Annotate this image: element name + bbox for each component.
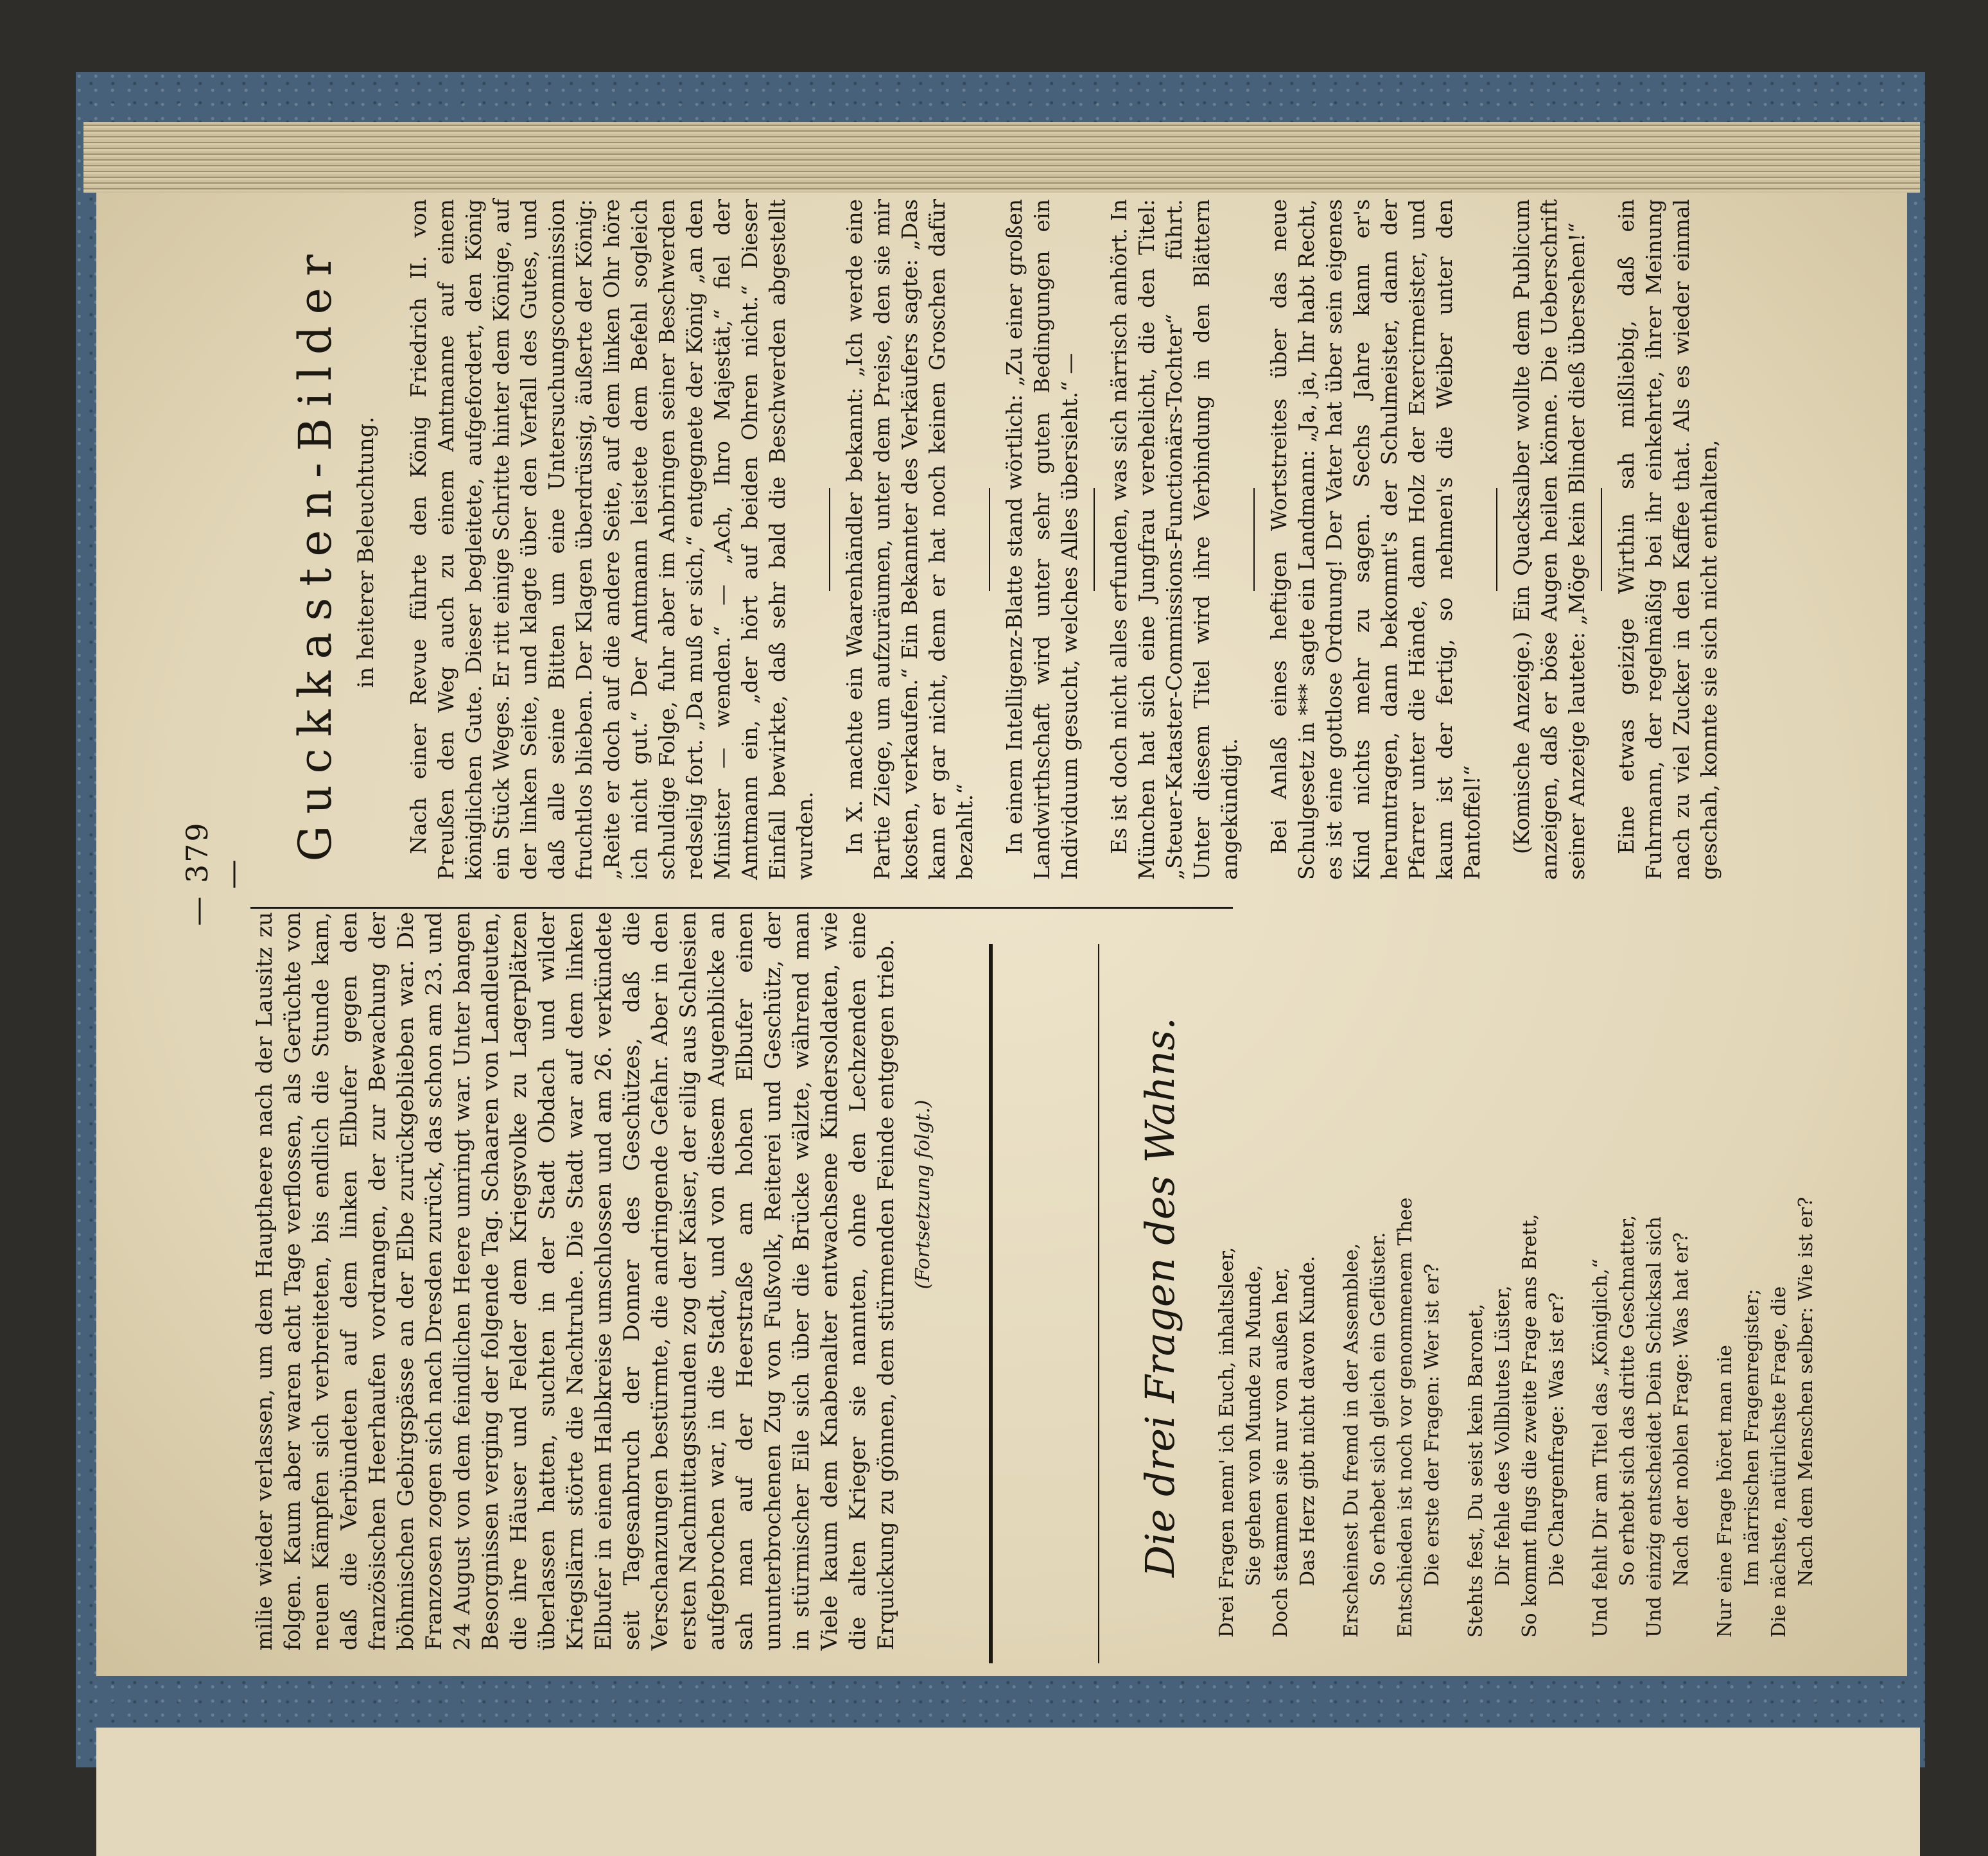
anecdote-separator: [1601, 488, 1602, 591]
poem-stanza: [1463, 931, 1571, 1638]
poem-line: Die Chargenfrage: Was ist er?: [1546, 1292, 1568, 1586]
poem-line: Stehts fest, Du seist kein Baronet,: [1465, 1303, 1487, 1638]
section-title: Guckkasten-Bilder: [289, 243, 342, 862]
poem-line: Nach der noblen Frage: Was hat er?: [1670, 1232, 1693, 1586]
anecdote-separator: [829, 488, 830, 591]
poem-body: [1214, 931, 1836, 1638]
anecdote-separator: [1094, 488, 1095, 591]
poem-line: Drei Fragen nenn' ich Euch, inhaltsleer,: [1216, 1247, 1238, 1638]
poem-line: Die erste der Fragen: Wer ist er?: [1421, 1263, 1443, 1586]
section-rule-thick: [989, 944, 993, 1663]
poem-line: So kommt flugs die zweite Frage ans Brett,: [1519, 1213, 1541, 1638]
poem-line: Und fehlt Dir am Titel das „Königlich,“: [1589, 1258, 1612, 1638]
anecdote-paragraph: Bei Anlaß eines heftigen Wortstreites über das neue Schulgesetz in *** sagte ein Landmann: „Ja, ja, Ihr habt Recht, es ist eine gottlose Ordnung! Der Vater hat über sein eigenes Kind nichts mehr zu sagen. Sechs Jahre kann er's herumtragen, dann bekommt's der Schulmeister, dann der Pfarrer unter die Hände, dann Holz der Exercirmeister, und kaum ist der fertig, so nehmen's die Weiber unter den Pantoffel!“: [1266, 199, 1485, 880]
anecdote-separator: [989, 488, 990, 591]
poem-stanza: [1587, 931, 1695, 1638]
page-edges: [83, 122, 1920, 193]
anecdote-paragraph: (Komische Anzeige.) Ein Quacksalber wollte dem Publicum anzeigen, daß er böse Augen heilen könne. Die Ueberschrift seiner Anzeige lautete: „Möge kein Blinder dieß übersehen!“: [1509, 199, 1589, 880]
poem-line: Nach dem Menschen selber: Wie ist er?: [1795, 1196, 1817, 1586]
poem-title: Die drei Fragen des Wahns.: [1137, 1017, 1183, 1577]
poem-line: Die nächste, natürlichste Frage, die: [1768, 1286, 1790, 1638]
poem-line: Dir fehle des Vollblutes Lüster,: [1492, 1285, 1514, 1586]
page-number: — 379 —: [180, 821, 249, 926]
poem-stanza: [1712, 931, 1820, 1638]
poem-line: So erhebt sich das dritte Geschnatter,: [1616, 1214, 1639, 1586]
poem-line: Doch stammen sie nur von außen her,: [1269, 1267, 1292, 1638]
anecdote-separator: [1496, 488, 1497, 591]
continued-note: (Fortsetzung folgt.): [912, 1099, 934, 1290]
poem-stanza: [1338, 931, 1446, 1638]
anecdote-separator: [1253, 488, 1255, 591]
poem-line: Im närrischen Fragenregister;: [1741, 1288, 1763, 1586]
anecdote-paragraph: In X. machte ein Waarenhändler bekannt: „Ich werde eine Partie Ziege, um aufzuräumen, unter dem Preise, den sie mir kosten, verkaufen.“ Ein Bekannter des Verkäufers sagte: „Das kann er gar nicht, denn er hat noch keinen Groschen dafür bezahlt.“: [842, 199, 977, 880]
poem-line: Erscheinest Du fremd in der Assemblee,: [1340, 1243, 1363, 1638]
right-column-text: [405, 199, 1727, 880]
poem-line: So erhebet sich gleich ein Geflüster.: [1367, 1232, 1390, 1586]
section-subtitle: in heiterer Beleuchtung.: [353, 416, 379, 688]
poem-line: Und einzig entscheidet Dein Schicksal sich: [1643, 1216, 1666, 1638]
column-separator: [250, 907, 1233, 909]
left-column-text: milie wieder verlassen, um dem Hauptheere nach der Lausitz zu folgen. Kaum aber waren acht Tage verflossen, als Gerüchte von neuen Kämpfen sich verbreiteten, bis endlich die Stunde kam, daß die Verbündeten auf dem linken Elbufer gegen den französischen Heerhaufen vordrangen, der zur Bewachung der böhmischen Gebirgspässe an der Elbe zurückgeblieben war. Die Franzosen zogen sich nach Dresden zurück, das schon am 23. und 24 August von dem feindlichen Heere umringt war. Unter bangen Besorgnissen verging der folgende Tag. Schaaren von Landleuten, die ihre Häuser und Felder dem Kriegsvolke zu Lagerplätzen überlassen hatten, suchten in der Stadt Obdach und wilder Kriegslärm störte die Nachtruhe. Die Stadt war auf dem linken Elbufer in einem Halbkreise umschlossen und am 26. verkündete seit Tagesanbruch der Donner des Geschützes, daß die Verschanzungen bestürmte, die andringende Gefahr. Aber in den ersten Nachmittagsstunden zog der Kaiser, der eilig aus Schlesien aufgebrochen war, in die Stadt, und von diesem Augenblicke an sah man auf der Heerstraße am hohen Elbufer einen ununterbrochenen Zug von Fußvolk, Reiterei und Geschütz, der in stürmischer Eile sich über die Brücke wälzte, während man Viele kaum dem Knabenalter entwachsene Kindersoldaten, wie die alten Krieger sie nannten, ohne den Lechzenden eine Erquickung zu gönnen, dem stürmenden Feinde entgegen trieb.: [252, 912, 899, 1650]
poem-line: Nur eine Frage höret man nie: [1714, 1345, 1736, 1638]
poem-line: Entschieden ist noch vor genommenem Thee: [1394, 1197, 1417, 1638]
poem-stanza: [1214, 931, 1321, 1638]
rotated-page-text: [96, 193, 1907, 1676]
underlying-page: [96, 1728, 1920, 1856]
anecdote-paragraph: In einem Intelligenz-Blatte stand wörtlich: „Zu einer großen Landwirthschaft wird unter sehr guten Bedingungen ein Individuum gesucht, welches Alles übersieht.“ —: [1002, 199, 1082, 880]
poem-line: Das Herz gibt nicht davon Kunde.: [1296, 1256, 1319, 1586]
anecdote-paragraph: Eine etwas geizige Wirthin sah mißliebig, daß ein Fuhrmann, der regelmäßig bei ihr einkehrte, ihrer Meinung nach zu viel Zucker in den Kaffee that. Als es wieder einmal geschah, konnte sie sich nicht enthalten,: [1614, 199, 1722, 880]
anecdote-paragraph: Es ist doch nicht alles erfunden, was sich närrisch anhört. In München hat sich eine Jungfrau verehelicht, die den Titel: „Steuer-Kataster-Commissions-Functionärs-Tochter“ führt. Unter diesem Titel wird ihre Verbindung in den Blättern angekündigt.: [1106, 199, 1242, 880]
section-rule-thin: [1098, 944, 1099, 1663]
anecdote-paragraph: Nach einer Revue führte den König Friedrich II. von Preußen den Weg auch zu einem Amtmanne auf einem königlichen Gute. Dieser begleitete, aufgefordert, den König ein Stück Weges. Er ritt einige Schritte hinter dem Könige, auf der linken Seite, und klagte über den Verfall des Gutes, und daß alle seine Bitten um eine Untersuchungscommission fruchtlos blieben. Der Klagen überdrüssig, äußerte der König: „Reite er doch auf die andere Seite, auf dem linken Ohr höre ich nicht gut.“ Der Amtmann leistete dem Befehl sogleich schuldige Folge, fuhr aber im Anbringen seiner Beschwerden redselig fort. „Da muß er sich,“ entgegnete der König „an den Minister — wenden.“ — „Ach, Ihro Majestät,“ fiel der Amtmann ein, „der hört auf beiden Ohren nicht.“ Dieser Einfall bewirkte, daß sehr bald die Beschwerden abgestellt wurden.: [406, 199, 817, 880]
poem-line: Sie gehen von Munde zu Munde,: [1242, 1265, 1265, 1586]
